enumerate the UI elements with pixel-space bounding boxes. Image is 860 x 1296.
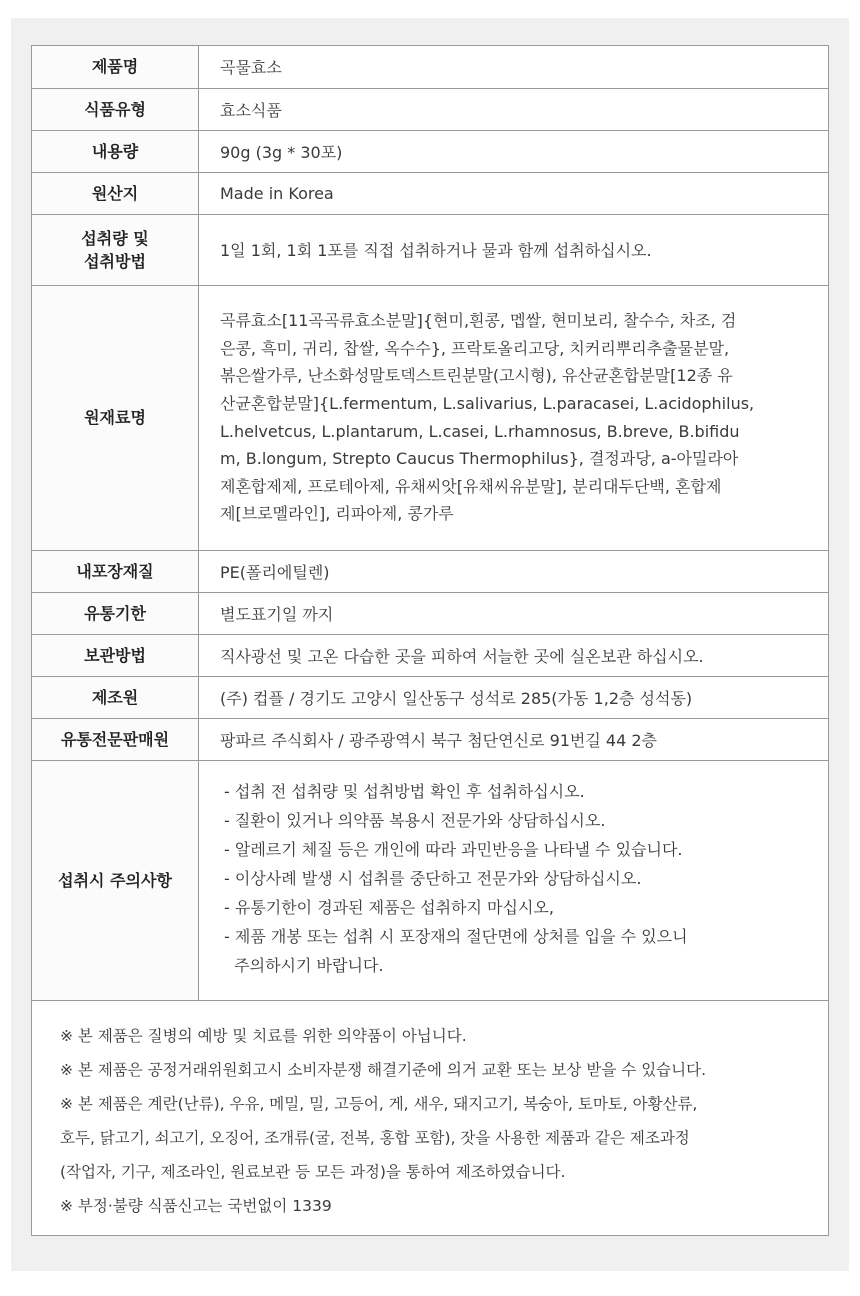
row-label: 유통기한: [32, 592, 199, 634]
row-label: 보관방법: [32, 634, 199, 676]
table-row: [32, 285, 828, 550]
table-row: [32, 592, 828, 634]
row-label: 제조원: [32, 676, 199, 718]
table-row: [32, 760, 828, 1000]
row-value: 팡파르 주식회사 / 광주광역시 북구 첨단연신로 91번길 44 2층: [199, 718, 829, 760]
row-value: 직사광선 및 고온 다습한 곳을 피하여 서늘한 곳에 실온보관 하십시오.: [199, 634, 829, 676]
row-value: 곡물효소: [199, 46, 829, 88]
row-label: 유통전문판매원: [32, 718, 199, 760]
row-value-cautions: - 섭취 전 섭취량 및 섭취방법 확인 후 섭취하십시오. - 질환이 있거나 의약품 복용시 전문가와 상담하십시오. - 알레르기 체질 등은 개인에 따라 과민반응을 나타낼 수 있습니다. - 이상사례 발생 시 섭취를 중단하고 전문가와 상담하십시오. - 유통기한이 경과된 제품은 섭취하지 마십시오, - 제품 개봉 또는 섭취 시 포장재의 절단면에 상처를 입을 수 있으니 주의하시기 바랍니다.: [199, 760, 829, 1000]
product-info-card: [31, 45, 829, 1236]
row-value: Made in Korea: [199, 172, 829, 214]
table-row: [32, 550, 828, 592]
table-row: [32, 718, 828, 760]
row-label: 원재료명: [32, 285, 199, 550]
row-label: 섭취시 주의사항: [32, 760, 199, 1000]
notice-line: ※ 본 제품은 계란(난류), 우유, 메밀, 밀, 고등어, 게, 새우, 돼지고기, 복숭아, 토마토, 아황산류,: [60, 1094, 698, 1113]
row-label: 식품유형: [32, 88, 199, 130]
row-value: (주) 컵플 / 경기도 고양시 일산동구 성석로 285(가동 1,2층 성석동): [199, 676, 829, 718]
row-value: 90g (3g * 30포): [199, 130, 829, 172]
row-label: 내용량: [32, 130, 199, 172]
notice-line: ※ 부정·불량 식품신고는 국번없이 1339: [60, 1196, 332, 1215]
row-label: 제품명: [32, 46, 199, 88]
table-row: [32, 214, 828, 285]
table-row: [32, 130, 828, 172]
notice-line: ※ 본 제품은 질병의 예방 및 치료를 위한 의약품이 아닙니다.: [60, 1026, 467, 1045]
table-row: [32, 88, 828, 130]
notice-line: (작업자, 기구, 제조라인, 원료보관 등 모든 과정)을 통하여 제조하였습니다.: [60, 1162, 566, 1181]
row-label: 내포장재질: [32, 550, 199, 592]
table-row: [32, 46, 828, 88]
row-label: 섭취량 및 섭취방법: [32, 214, 199, 285]
notice-line: 호두, 닭고기, 쇠고기, 오징어, 조개류(굴, 전복, 홍합 포함), 잣을 사용한 제품과 같은 제조과정: [60, 1128, 690, 1147]
notice-section: [32, 1001, 828, 1223]
row-value-ingredients: 곡류효소[11곡곡류효소분말]{현미,흰콩, 멥쌀, 현미보리, 찰수수, 차조, 검 은콩, 흑미, 귀리, 찹쌀, 옥수수}, 프락토올리고당, 치커리뿌리추출물분말, 볶은쌀가루, 난소화성말토덱스트린분말(고시형), 유산균혼합분말[12종 유 산균혼합분말]{L.fermentum, L.salivarius, L.paracasei, L.acidophilus, L.helvetcus, L.plantarum, L.casei, L.rhamnosus, B.breve, B.bifidu m, B.longum, Strepto Caucus Thermophilus}, 결정과당, a-아밀라아 제혼합제제, 프로테아제, 유채씨앗[유채씨유분말], 분리대두단백, 혼합제 제[브로멜라인], 리파아제, 콩가루: [199, 285, 829, 550]
row-value: 효소식품: [199, 88, 829, 130]
row-label: 원산지: [32, 172, 199, 214]
table-row: [32, 676, 828, 718]
table-row: [32, 634, 828, 676]
notice-line: ※ 본 제품은 공정거래위원회고시 소비자분쟁 해결기준에 의거 교환 또는 보상 받을 수 있습니다.: [60, 1060, 707, 1079]
row-value: 별도표기일 까지: [199, 592, 829, 634]
product-info-table: [32, 46, 828, 1001]
row-value: 1일 1회, 1회 1포를 직접 섭취하거나 물과 함께 섭취하십시오.: [199, 214, 829, 285]
table-row: [32, 172, 828, 214]
row-value: PE(폴리에틸렌): [199, 550, 829, 592]
